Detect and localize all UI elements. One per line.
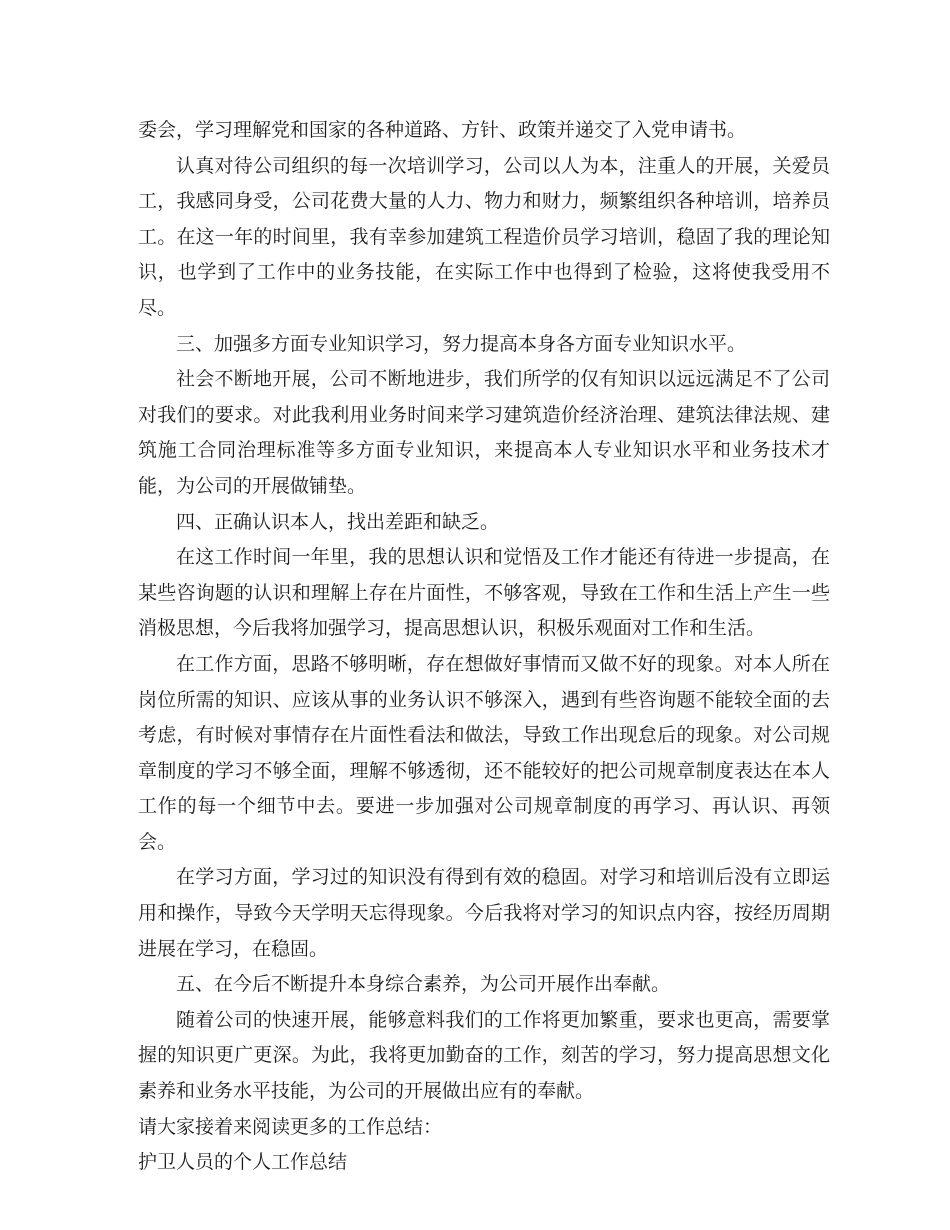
document-body <box>138 113 830 1181</box>
paragraph-work-aspect: 在工作方面，思路不够明晰，存在想做好事情而又做不好的现象。对本人所在岗位所需的知识、应该从事的业务认识不够深入，遇到有些咨询题不能较全面的去考虑，有时候对事情存在片面性看法和做法，导致工作出现怠后的现象。对公司规章制度的学习不够全面，理解不够透彻，还不能较好的把公司规章制度表达在本人工作的每一个细节中去。要进一步加强对公司规章制度的再学习、再认识、再领会。 <box>138 652 830 853</box>
read-more-prompt: 请大家接着来阅读更多的工作总结： <box>138 1115 443 1138</box>
section-heading-5: 五、在今后不断提升本身综合素养，为公司开展作出奉献。 <box>176 973 671 996</box>
paragraph-continuation: 委会，学习理解党和国家的各种道路、方针、政策并递交了入党申请书。 <box>138 119 747 141</box>
paragraph-training: 认真对待公司组织的每一次培训学习，公司以人为本，注重人的开展，关爱员工，我感同身受，公司花费大量的人力、物力和财力，频繁组织各种培训，培养员工。在这一年的时间里，我有幸参加建筑工程造价员学习培训，稳固了我的理论知识，也学到了工作中的业务技能，在实际工作中也得到了检验，这将使我受用不尽。 <box>138 154 830 319</box>
next-article-title: 护卫人员的个人工作总结 <box>138 1151 348 1174</box>
paragraph-study-aspect: 在学习方面，学习过的知识没有得到有效的稳固。对学习和培训后没有立即运用和操作，导致今天学明天忘得现象。今后我将对学习的知识点内容，按经历周期进展在学习，在稳固。 <box>138 866 830 960</box>
paragraph-future: 随着公司的快速开展，能够意料我们的工作将更加繁重，要求也更高，需要掌握的知识更广更深。为此，我将更加勤奋的工作，刻苦的学习，努力提高思想文化素养和业务水平技能，为公司的开展做出应有的奉献。 <box>138 1008 830 1103</box>
paragraph-self-awareness: 在这工作时间一年里，我的思想认识和觉悟及工作才能还有待进一步提高，在某些咨询题的认识和理解上存在片面性，不够客观，导致在工作和生活上产生一些消极思想，今后我将加强学习，提高思想认识，积极乐观面对工作和生活。 <box>138 546 830 640</box>
section-heading-4: 四、正确认识本人，找出差距和缺乏。 <box>176 510 500 533</box>
section-heading-3: 三、加强多方面专业知识学习，努力提高本身各方面专业知识水平。 <box>176 332 747 355</box>
paragraph-professional-study: 社会不断地开展，公司不断地进步，我们所学的仅有知识以远远满足不了公司对我们的要求。对此我利用业务时间来学习建筑造价经济治理、建筑法律法规、建筑施工合同治理标准等多方面专业知识，来提高本人专业知识水平和业务技术才能，为公司的开展做铺垫。 <box>138 368 830 497</box>
